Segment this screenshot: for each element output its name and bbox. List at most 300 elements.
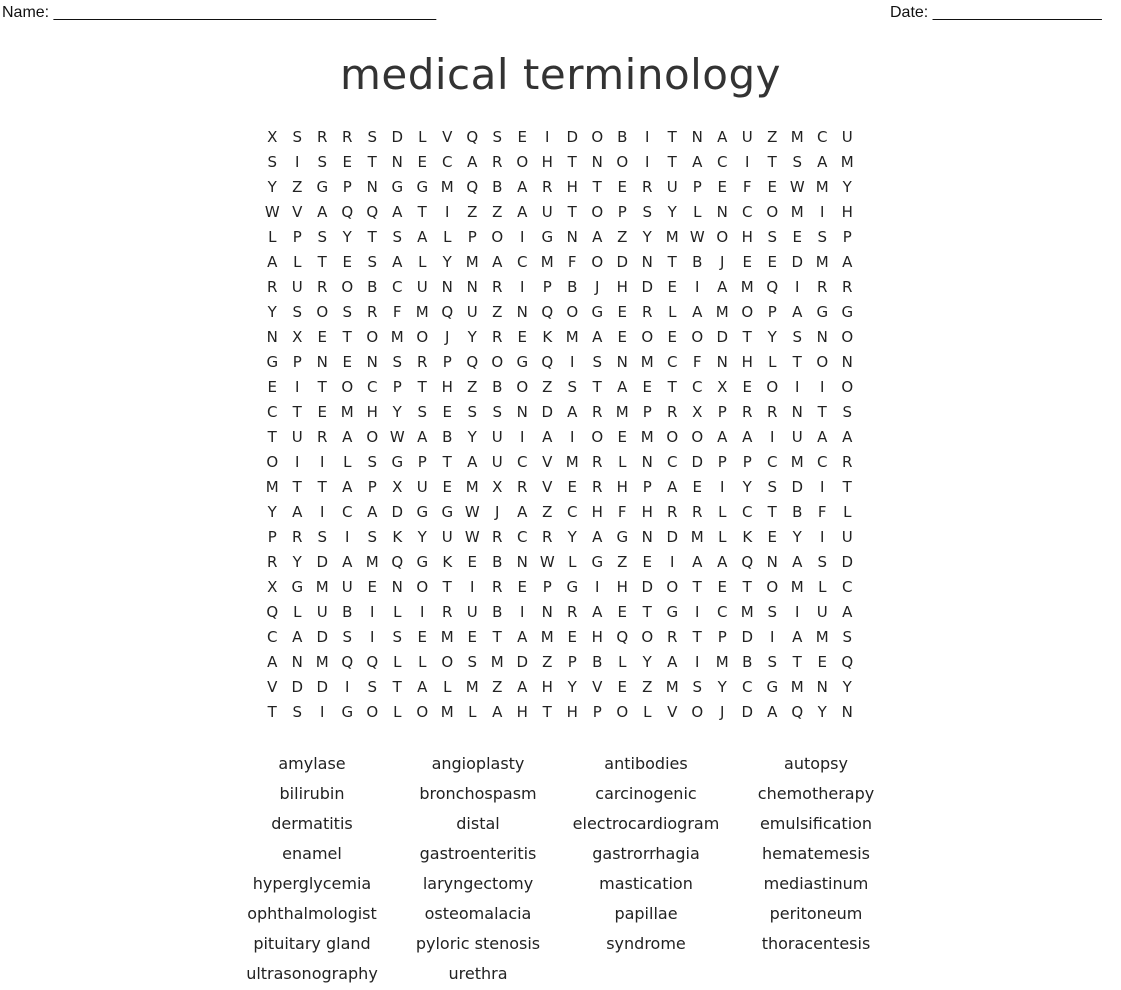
grid-row xyxy=(260,324,860,349)
grid-letter: I xyxy=(520,602,525,621)
grid-letter: O xyxy=(366,427,379,446)
grid-row xyxy=(260,499,860,524)
grid-letter: T xyxy=(592,177,603,196)
grid-letter: V xyxy=(542,477,553,496)
grid-letter: I xyxy=(820,527,825,546)
word-list-item: angioplasty xyxy=(431,754,525,773)
grid-letter: C xyxy=(667,352,678,371)
grid-letter: E xyxy=(342,252,353,271)
grid-letter: N xyxy=(641,252,654,271)
word-list-item: osteomalacia xyxy=(424,904,532,923)
word-list-item: enamel xyxy=(282,844,342,863)
grid-letter: I xyxy=(320,502,325,521)
grid-letter: R xyxy=(442,602,453,621)
grid-letter: E xyxy=(767,177,778,196)
word-list xyxy=(228,750,900,990)
grid-letter: I xyxy=(570,352,575,371)
grid-letter: A xyxy=(342,552,353,571)
grid-letter: M xyxy=(815,627,830,646)
grid-letter: Y xyxy=(717,677,728,696)
grid-letter: G xyxy=(266,352,279,371)
grid-letter: M xyxy=(790,577,805,596)
grid-letter: J xyxy=(495,502,500,521)
grid-letter: S xyxy=(842,627,853,646)
grid-letter: Q xyxy=(541,302,554,321)
grid-letter: A xyxy=(717,427,728,446)
grid-letter: Y xyxy=(392,402,403,421)
grid-letter: S xyxy=(592,352,603,371)
grid-letter: M xyxy=(565,452,580,471)
grid-letter: J xyxy=(445,327,450,346)
grid-letter: N xyxy=(816,327,829,346)
grid-letter: R xyxy=(667,627,678,646)
grid-letter: O xyxy=(266,452,279,471)
grid-letter: W xyxy=(464,502,481,521)
grid-letter: S xyxy=(267,152,278,171)
grid-letter: U xyxy=(291,427,304,446)
grid-letter: Q xyxy=(341,202,354,221)
grid-letter: M xyxy=(465,477,480,496)
grid-row xyxy=(260,524,860,549)
grid-letter: I xyxy=(345,527,350,546)
grid-letter: T xyxy=(767,502,778,521)
grid-letter: R xyxy=(667,402,678,421)
grid-letter: N xyxy=(566,227,579,246)
grid-letter: T xyxy=(492,627,503,646)
grid-letter: E xyxy=(517,327,528,346)
grid-letter: O xyxy=(691,427,704,446)
word-list-item: bilirubin xyxy=(279,784,345,803)
grid-letter: O xyxy=(641,627,654,646)
grid-letter: G xyxy=(766,677,779,696)
grid-letter: R xyxy=(817,277,828,296)
grid-letter: O xyxy=(341,377,354,396)
grid-letter: H xyxy=(616,277,629,296)
grid-letter: M xyxy=(465,677,480,696)
grid-letter: D xyxy=(291,677,304,696)
grid-letter: P xyxy=(417,452,428,471)
grid-letter: E xyxy=(367,577,378,596)
grid-letter: N xyxy=(616,352,629,371)
grid-letter: S xyxy=(392,352,403,371)
grid-letter: S xyxy=(342,627,353,646)
grid-letter: G xyxy=(516,352,529,371)
grid-letter: S xyxy=(467,402,478,421)
grid-letter: G xyxy=(591,302,604,321)
grid-letter: P xyxy=(692,177,703,196)
grid-letter: O xyxy=(516,152,529,171)
grid-letter: T xyxy=(817,402,828,421)
grid-letter: Y xyxy=(842,177,853,196)
grid-letter: I xyxy=(820,477,825,496)
grid-row xyxy=(260,399,860,424)
grid-letter: C xyxy=(517,452,528,471)
grid-letter: P xyxy=(717,402,728,421)
grid-letter: O xyxy=(416,327,429,346)
grid-letter: Q xyxy=(366,202,379,221)
grid-letter: F xyxy=(567,252,578,271)
grid-letter: P xyxy=(292,352,303,371)
grid-letter: G xyxy=(416,502,429,521)
grid-letter: W xyxy=(264,202,281,221)
grid-letter: L xyxy=(818,577,827,596)
grid-letter: U xyxy=(841,127,854,146)
grid-letter: S xyxy=(317,227,328,246)
grid-row xyxy=(260,599,860,624)
grid-letter: U xyxy=(291,277,304,296)
grid-letter: M xyxy=(790,677,805,696)
grid-letter: U xyxy=(416,277,429,296)
grid-letter: U xyxy=(341,577,354,596)
grid-letter: U xyxy=(491,452,504,471)
grid-row xyxy=(260,549,860,574)
grid-letter: G xyxy=(391,452,404,471)
word-list-item: ultrasonography xyxy=(246,964,378,983)
grid-letter: R xyxy=(342,127,353,146)
grid-letter: I xyxy=(820,377,825,396)
word-list-item: mediastinum xyxy=(763,874,869,893)
grid-letter: D xyxy=(316,677,329,696)
grid-letter: H xyxy=(741,352,754,371)
grid-letter: N xyxy=(641,452,654,471)
grid-letter: T xyxy=(742,327,753,346)
grid-letter: D xyxy=(316,627,329,646)
grid-letter: E xyxy=(767,527,778,546)
grid-letter: Y xyxy=(567,527,578,546)
grid-letter: A xyxy=(592,602,603,621)
grid-letter: E xyxy=(717,177,728,196)
grid-letter: M xyxy=(790,202,805,221)
grid-letter: T xyxy=(292,402,303,421)
grid-letter: P xyxy=(542,277,553,296)
grid-letter: A xyxy=(517,202,528,221)
grid-letter: T xyxy=(742,577,753,596)
grid-letter: N xyxy=(716,352,729,371)
grid-letter: G xyxy=(441,502,454,521)
grid-letter: Y xyxy=(742,477,753,496)
grid-letter: I xyxy=(645,152,650,171)
word-list-item: urethra xyxy=(448,964,508,983)
word-list-item: mastication xyxy=(599,874,693,893)
grid-letter: I xyxy=(320,452,325,471)
grid-row xyxy=(260,149,860,174)
grid-row xyxy=(260,699,860,724)
grid-letter: Y xyxy=(467,327,478,346)
grid-letter: T xyxy=(792,352,803,371)
grid-letter: R xyxy=(492,327,503,346)
grid-row xyxy=(260,624,860,649)
grid-letter: L xyxy=(418,127,427,146)
grid-letter: A xyxy=(817,152,828,171)
grid-letter: A xyxy=(667,652,678,671)
grid-letter: G xyxy=(616,527,629,546)
grid-letter: I xyxy=(420,602,425,621)
word-list-item: distal xyxy=(456,814,500,833)
grid-letter: O xyxy=(616,152,629,171)
grid-letter: N xyxy=(716,202,729,221)
grid-letter: U xyxy=(491,427,504,446)
grid-letter: T xyxy=(417,377,428,396)
grid-letter: W xyxy=(689,227,706,246)
grid-letter: Z xyxy=(492,677,503,696)
word-list-item: amylase xyxy=(278,754,346,773)
word-list-item: papillae xyxy=(614,904,678,923)
grid-letter: M xyxy=(315,577,330,596)
grid-letter: X xyxy=(392,477,403,496)
grid-letter: E xyxy=(767,252,778,271)
grid-letter: B xyxy=(367,277,378,296)
grid-letter: E xyxy=(417,152,428,171)
grid-letter: X xyxy=(692,402,703,421)
grid-letter: S xyxy=(317,527,328,546)
grid-letter: R xyxy=(642,302,653,321)
grid-letter: H xyxy=(641,502,654,521)
grid-letter: P xyxy=(342,177,353,196)
grid-letter: T xyxy=(292,477,303,496)
grid-letter: O xyxy=(716,227,729,246)
grid-letter: L xyxy=(418,252,427,271)
grid-letter: A xyxy=(492,702,503,721)
grid-letter: T xyxy=(642,602,653,621)
grid-letter: T xyxy=(567,152,578,171)
grid-letter: E xyxy=(617,677,628,696)
grid-letter: O xyxy=(591,252,604,271)
grid-letter: T xyxy=(592,377,603,396)
grid-letter: Q xyxy=(766,277,779,296)
grid-letter: C xyxy=(842,577,853,596)
grid-letter: E xyxy=(342,152,353,171)
grid-letter: X xyxy=(267,577,278,596)
grid-letter: C xyxy=(267,402,278,421)
word-list-item: emulsification xyxy=(759,814,873,833)
grid-letter: A xyxy=(342,477,353,496)
grid-letter: Q xyxy=(466,352,479,371)
grid-letter: R xyxy=(742,402,753,421)
grid-letter: Z xyxy=(467,377,478,396)
grid-letter: A xyxy=(617,377,628,396)
grid-letter: E xyxy=(442,402,453,421)
grid-letter: A xyxy=(842,252,853,271)
grid-letter: M xyxy=(715,652,730,671)
grid-letter: L xyxy=(393,652,402,671)
grid-letter: M xyxy=(665,227,680,246)
grid-letter: A xyxy=(417,427,428,446)
grid-letter: E xyxy=(642,552,653,571)
grid-row xyxy=(260,274,860,299)
grid-letter: F xyxy=(617,502,628,521)
grid-letter: P xyxy=(542,577,553,596)
grid-letter: T xyxy=(267,702,278,721)
grid-letter: I xyxy=(545,127,550,146)
word-list-item: pyloric stenosis xyxy=(415,934,541,953)
grid-letter: M xyxy=(640,427,655,446)
grid-letter: D xyxy=(541,402,554,421)
word-list-item: hematemesis xyxy=(761,844,871,863)
word-list-item: electrocardiogram xyxy=(572,814,720,833)
grid-letter: S xyxy=(792,327,803,346)
grid-letter: I xyxy=(470,577,475,596)
grid-letter: G xyxy=(666,602,679,621)
grid-letter: O xyxy=(666,577,679,596)
grid-letter: W xyxy=(539,552,556,571)
grid-letter: L xyxy=(443,677,452,696)
grid-letter: M xyxy=(315,652,330,671)
grid-letter: Z xyxy=(542,502,553,521)
grid-letter: K xyxy=(742,527,753,546)
grid-letter: A xyxy=(742,427,753,446)
grid-letter: Z xyxy=(767,127,778,146)
grid-letter: F xyxy=(817,502,828,521)
grid-letter: T xyxy=(667,377,678,396)
grid-row xyxy=(260,299,860,324)
grid-letter: T xyxy=(792,652,803,671)
grid-letter: E xyxy=(517,577,528,596)
grid-letter: A xyxy=(592,527,603,546)
word-list-item: dermatitis xyxy=(271,814,353,833)
grid-letter: E xyxy=(667,327,678,346)
grid-letter: P xyxy=(367,477,378,496)
grid-letter: C xyxy=(742,502,753,521)
grid-letter: K xyxy=(442,552,453,571)
grid-letter: L xyxy=(268,227,277,246)
grid-letter: B xyxy=(492,552,503,571)
grid-letter: L xyxy=(443,227,452,246)
grid-letter: N xyxy=(791,402,804,421)
grid-letter: R xyxy=(317,127,328,146)
grid-letter: O xyxy=(766,577,779,596)
grid-row xyxy=(260,424,860,449)
grid-letter: C xyxy=(442,152,453,171)
grid-letter: C xyxy=(342,502,353,521)
grid-letter: I xyxy=(720,477,725,496)
word-list-item: antibodies xyxy=(604,754,688,773)
word-list-item: laryngectomy xyxy=(422,874,534,893)
grid-letter: W xyxy=(464,527,481,546)
grid-letter: Z xyxy=(642,677,653,696)
grid-letter: X xyxy=(267,127,278,146)
grid-letter: P xyxy=(617,202,628,221)
grid-letter: T xyxy=(317,477,328,496)
grid-letter: H xyxy=(441,377,454,396)
grid-letter: L xyxy=(418,652,427,671)
grid-letter: O xyxy=(691,702,704,721)
grid-letter: N xyxy=(391,577,404,596)
word-list-item: hyperglycemia xyxy=(252,874,372,893)
grid-letter: I xyxy=(645,127,650,146)
grid-letter: G xyxy=(416,552,429,571)
grid-letter: C xyxy=(667,452,678,471)
grid-letter: A xyxy=(667,477,678,496)
grid-row xyxy=(260,249,860,274)
grid-letter: C xyxy=(567,502,578,521)
grid-row xyxy=(260,474,860,499)
grid-letter: C xyxy=(717,152,728,171)
grid-letter: B xyxy=(567,277,578,296)
grid-letter: T xyxy=(667,127,678,146)
grid-letter: S xyxy=(767,602,778,621)
grid-letter: M xyxy=(490,652,505,671)
grid-letter: O xyxy=(416,577,429,596)
grid-letter: N xyxy=(316,352,329,371)
grid-letter: T xyxy=(317,252,328,271)
grid-letter: A xyxy=(842,427,853,446)
grid-letter: O xyxy=(841,377,854,396)
grid-letter: J xyxy=(595,277,600,296)
grid-letter: T xyxy=(367,227,378,246)
grid-letter: Q xyxy=(466,177,479,196)
grid-letter: I xyxy=(570,427,575,446)
grid-letter: R xyxy=(492,152,503,171)
grid-letter: Y xyxy=(792,527,803,546)
grid-letter: V xyxy=(267,677,278,696)
grid-letter: M xyxy=(715,302,730,321)
grid-letter: U xyxy=(816,602,829,621)
grid-letter: Y xyxy=(292,552,303,571)
grid-letter: T xyxy=(667,152,678,171)
grid-letter: L xyxy=(393,602,402,621)
grid-letter: Y xyxy=(842,677,853,696)
grid-letter: I xyxy=(445,202,450,221)
grid-letter: G xyxy=(816,302,829,321)
grid-letter: N xyxy=(691,127,704,146)
grid-letter: T xyxy=(692,627,703,646)
grid-letter: Q xyxy=(616,627,629,646)
grid-letter: F xyxy=(392,302,403,321)
grid-letter: R xyxy=(492,577,503,596)
grid-letter: E xyxy=(667,277,678,296)
grid-letter: Z xyxy=(617,227,628,246)
grid-letter: M xyxy=(840,152,855,171)
grid-letter: I xyxy=(770,627,775,646)
grid-letter: P xyxy=(592,702,603,721)
grid-letter: Z xyxy=(542,652,553,671)
grid-letter: C xyxy=(817,127,828,146)
grid-letter: R xyxy=(842,452,853,471)
grid-letter: T xyxy=(667,252,678,271)
grid-letter: R xyxy=(667,502,678,521)
grid-letter: C xyxy=(517,527,528,546)
grid-letter: H xyxy=(616,477,629,496)
grid-letter: T xyxy=(342,327,353,346)
grid-letter: A xyxy=(267,652,278,671)
grid-letter: E xyxy=(467,552,478,571)
grid-letter: L xyxy=(468,702,477,721)
grid-letter: D xyxy=(641,577,654,596)
grid-letter: L xyxy=(343,452,352,471)
grid-letter: G xyxy=(591,552,604,571)
grid-letter: A xyxy=(792,627,803,646)
grid-letter: P xyxy=(767,302,778,321)
grid-letter: M xyxy=(390,327,405,346)
grid-letter: J xyxy=(720,702,725,721)
grid-letter: R xyxy=(542,177,553,196)
grid-letter: S xyxy=(467,652,478,671)
grid-letter: T xyxy=(442,577,453,596)
grid-letter: N xyxy=(641,527,654,546)
grid-letter: D xyxy=(616,252,629,271)
grid-letter: I xyxy=(695,602,700,621)
grid-letter: A xyxy=(467,152,478,171)
grid-letter: P xyxy=(842,227,853,246)
grid-letter: R xyxy=(842,277,853,296)
grid-letter: A xyxy=(817,427,828,446)
grid-letter: Q xyxy=(341,652,354,671)
grid-letter: R xyxy=(592,452,603,471)
grid-letter: E xyxy=(742,377,753,396)
grid-letter: D xyxy=(391,127,404,146)
grid-letter: G xyxy=(341,702,354,721)
grid-letter: E xyxy=(517,127,528,146)
